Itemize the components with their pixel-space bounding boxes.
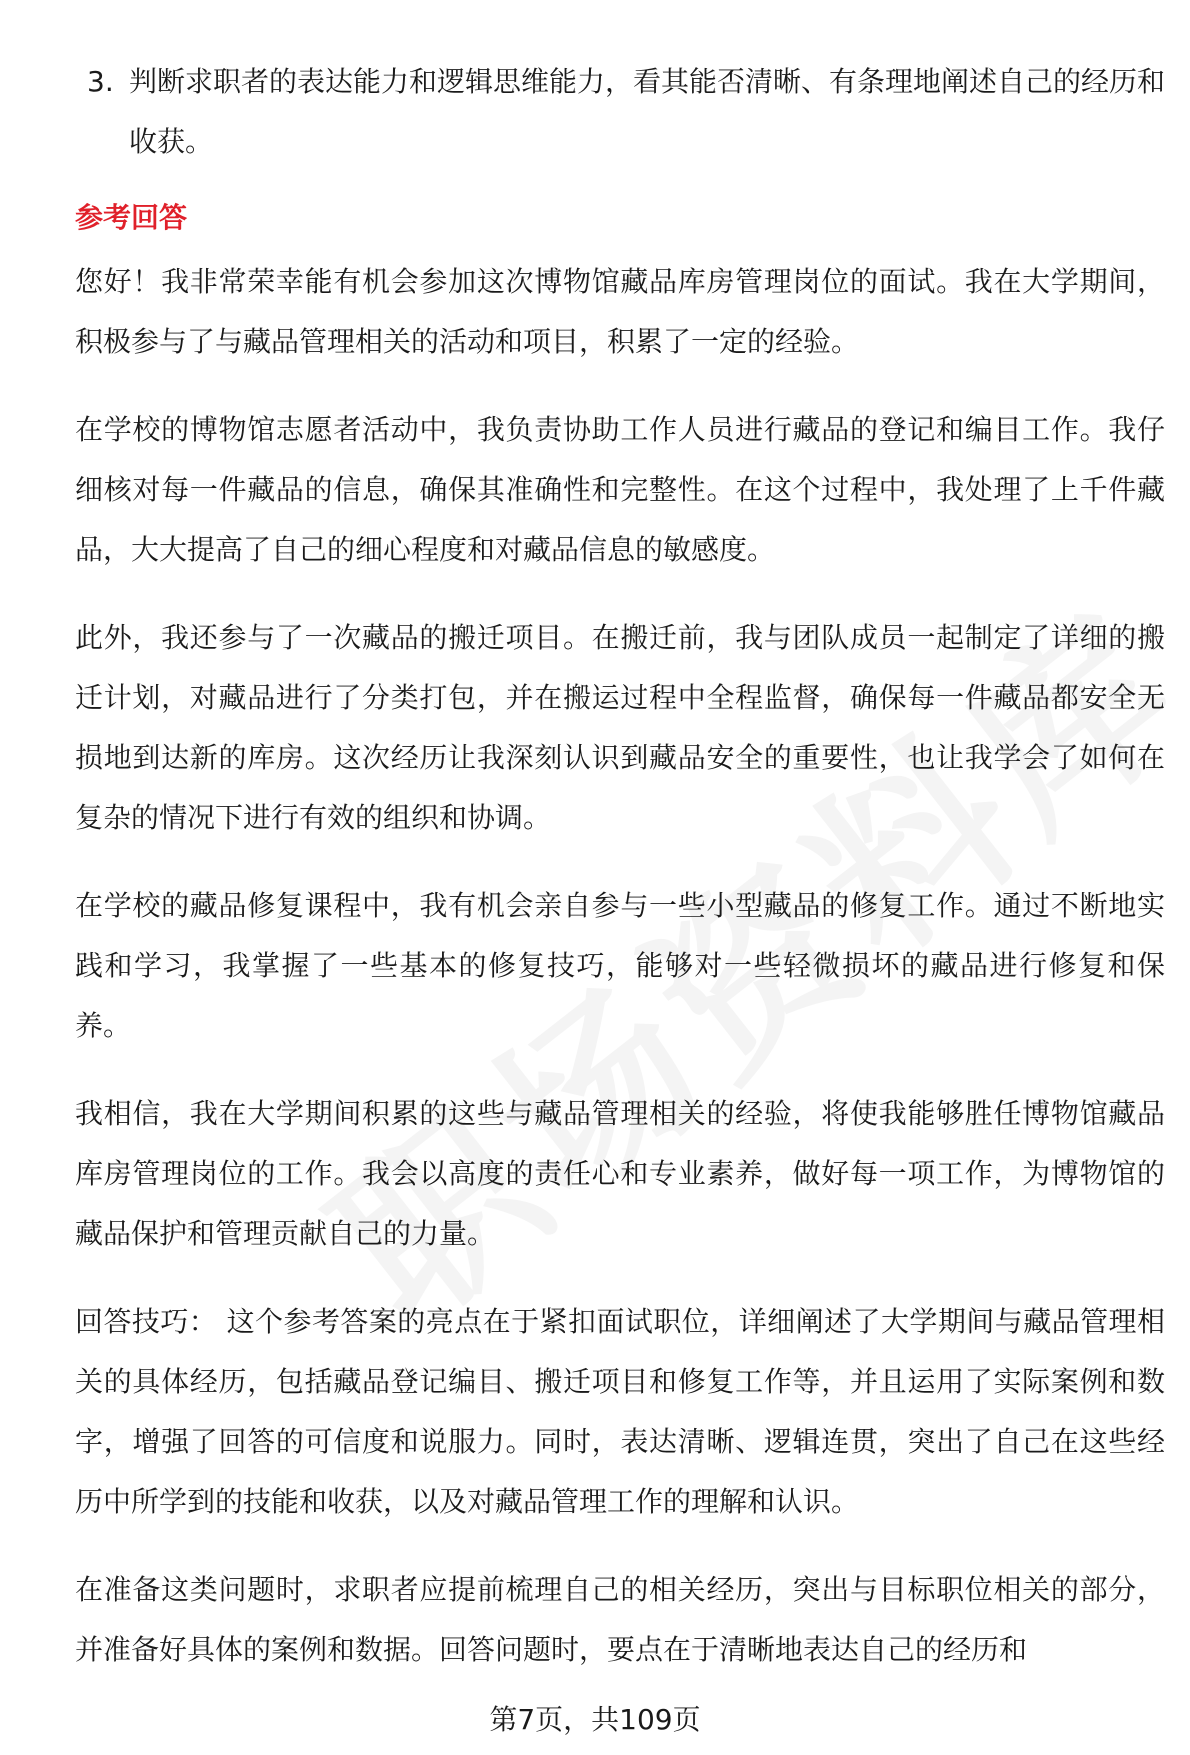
list-number: 3. xyxy=(87,65,114,98)
list-item xyxy=(75,52,1165,172)
paragraph: 您好！我非常荣幸能有机会参加这次博物馆藏品库房管理岗位的面试。我在大学期间，积极参与了与藏品管理相关的活动和项目，积累了一定的经验。 xyxy=(75,265,1165,358)
page-number: 第7页，共109页 xyxy=(489,1703,701,1736)
paragraph: 在学校的博物馆志愿者活动中，我负责协助工作人员进行藏品的登记和编目工作。我仔细核对每一件藏品的信息，确保其准确性和完整性。在这个过程中，我处理了上千件藏品，大大提高了自己的细心程度和对藏品信息的敏感度。 xyxy=(75,413,1165,566)
answer-tips-paragraph: 回答技巧： 这个参考答案的亮点在于紧扣面试职位，详细阐述了大学期间与藏品管理相关的具体经历，包括藏品登记编目、搬迁项目和修复工作等，并且运用了实际案例和数字，增强了回答的可信度和说服力。同时，表达清晰、逻辑连贯，突出了自己在这些经历中所学到的技能和收获，以及对藏品管理工作的理解和认识。 xyxy=(75,1305,1165,1518)
list-text: 判断求职者的表达能力和逻辑思维能力，看其能否清晰、有条理地阐述自己的经历和收获。 xyxy=(129,65,1166,158)
paragraph: 此外，我还参与了一次藏品的搬迁项目。在搬迁前，我与团队成员一起制定了详细的搬迁计划，对藏品进行了分类打包，并在搬运过程中全程监督，确保每一件藏品都安全无损地到达新的库房。这次经历让我深刻认识到藏品安全的重要性，也让我学会了如何在复杂的情况下进行有效的组织和协调。 xyxy=(75,621,1165,834)
paragraph: 在学校的藏品修复课程中，我有机会亲自参与一些小型藏品的修复工作。通过不断地实践和学习，我掌握了一些基本的修复技巧，能够对一些轻微损坏的藏品进行修复和保养。 xyxy=(75,889,1165,1042)
section-heading: 参考回答 xyxy=(75,201,188,234)
document-page xyxy=(75,52,1165,1680)
paragraph: 我相信，我在大学期间积累的这些与藏品管理相关的经验，将使我能够胜任博物馆藏品库房管理岗位的工作。我会以高度的责任心和专业素养，做好每一项工作，为博物馆的藏品保护和管理贡献自己的力量。 xyxy=(75,1097,1165,1250)
paragraph: 在准备这类问题时，求职者应提前梳理自己的相关经历，突出与目标职位相关的部分，并准备好具体的案例和数据。回答问题时，要点在于清晰地表达自己的经历和 xyxy=(75,1573,1165,1666)
